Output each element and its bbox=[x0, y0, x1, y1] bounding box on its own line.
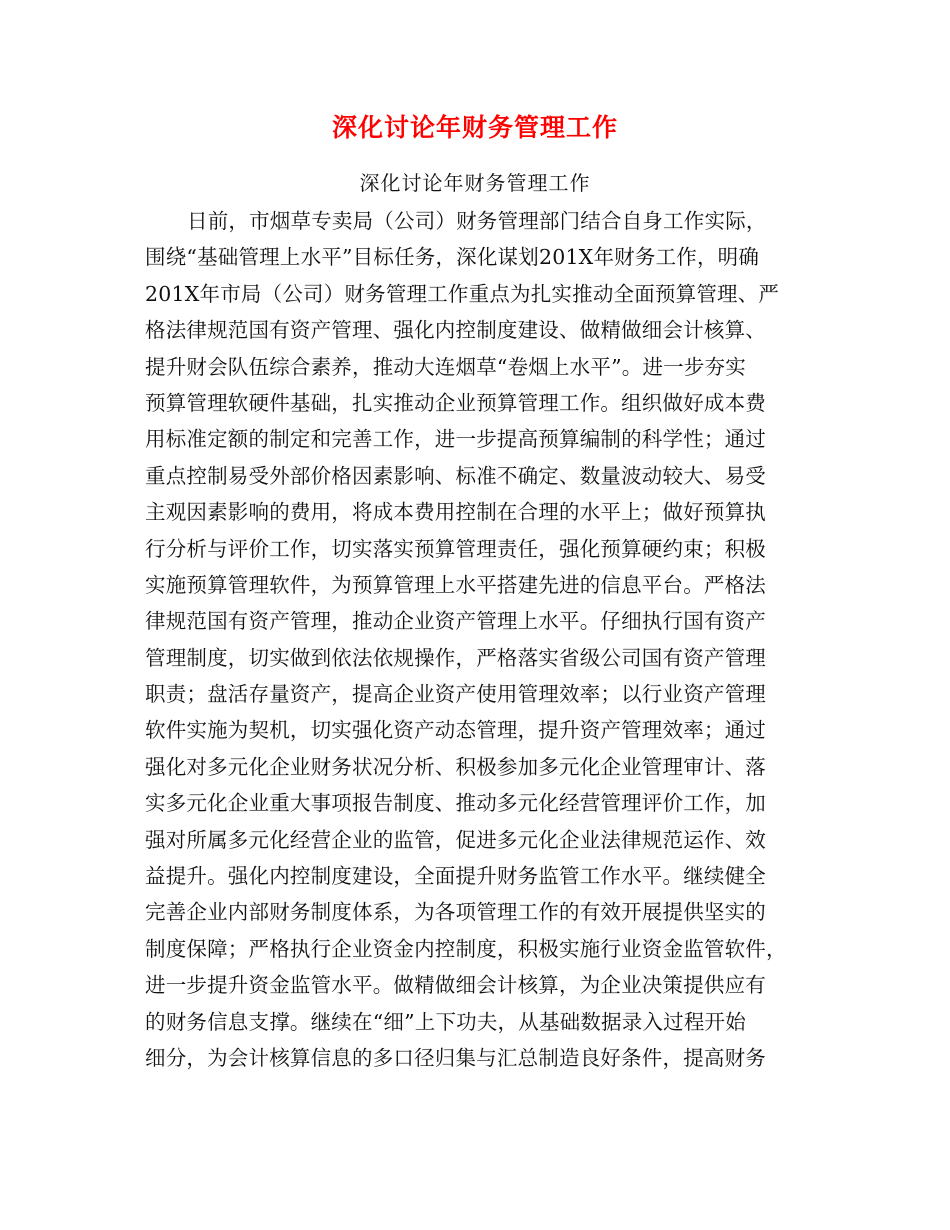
body-line: 强对所属多元化经营企业的监管，促进多元化企业法律规范运作、效 bbox=[145, 827, 766, 852]
document-title: 深化讨论年财务管理工作 bbox=[331, 113, 618, 142]
body-line: 实多元化企业重大事项报告制度、推动多元化经营管理评价工作，加 bbox=[145, 791, 766, 816]
body-line: 日前，市烟草专卖局（公司）财务管理部门结合自身工作实际， bbox=[187, 209, 767, 233]
body-line: 行分析与评价工作，切实落实预算管理责任，强化预算硬约束；积极 bbox=[145, 536, 766, 561]
body-line: 管理制度，切实做到依法依规操作，严格落实省级公司国有资产管理 bbox=[145, 645, 766, 670]
body-line: 完善企业内部财务制度体系，为各项管理工作的有效开展提供坚实的 bbox=[145, 900, 766, 925]
body-line: 实施预算管理软件，为预算管理上水平搭建先进的信息平台。严格法 bbox=[145, 572, 766, 597]
body-line: 重点控制易受外部价格因素影响、标准不确定、数量波动较大、易受 bbox=[145, 463, 766, 488]
body-line: 软件实施为契机，切实强化资产动态管理，提升资产管理效率；通过 bbox=[145, 718, 766, 743]
body-line: 制度保障；严格执行企业资金内控制度，积极实施行业资金监管软件， bbox=[145, 936, 787, 961]
body-line: 用标准定额的制定和完善工作，进一步提高预算编制的科学性；通过 bbox=[145, 427, 766, 452]
body-line: 律规范国有资产管理，推动企业资产管理上水平。仔细执行国有资产 bbox=[145, 609, 766, 634]
document-subtitle: 深化讨论年财务管理工作 bbox=[359, 171, 591, 195]
body-line: 201X年市局（公司）财务管理工作重点为扎实推动全面预算管理、严 bbox=[145, 281, 780, 306]
body-line: 围绕“基础管理上水平”目标任务，深化谋划201X年财务工作，明确 bbox=[145, 245, 760, 270]
body-line: 提升财会队伍综合素养，推动大连烟草“卷烟上水平”。进一步夯实 bbox=[145, 354, 746, 379]
body-line: 预算管理软硬件基础，扎实推动企业预算管理工作。组织做好成本费 bbox=[145, 390, 766, 415]
body-line: 进一步提升资金监管水平。做精做细会计核算，为企业决策提供应有 bbox=[145, 973, 766, 998]
body-line: 主观因素影响的费用，将成本费用控制在合理的水平上；做好预算执 bbox=[145, 500, 766, 525]
body-line: 强化对多元化企业财务状况分析、积极参加多元化企业管理审计、落 bbox=[145, 754, 766, 779]
body-line: 益提升。强化内控制度建设，全面提升财务监管工作水平。继续健全 bbox=[145, 864, 766, 889]
body-line: 格法律规范国有资产管理、强化内控制度建设、做精做细会计核算、 bbox=[145, 318, 766, 343]
body-line: 细分，为会计核算信息的多口径归集与汇总制造良好条件，提高财务 bbox=[145, 1045, 766, 1070]
body-line: 职责；盘活存量资产，提高企业资产使用管理效率；以行业资产管理 bbox=[145, 682, 766, 707]
document-body bbox=[145, 203, 805, 1076]
body-line: 的财务信息支撑。继续在“细”上下功夫，从基础数据录入过程开始 bbox=[145, 1009, 746, 1034]
